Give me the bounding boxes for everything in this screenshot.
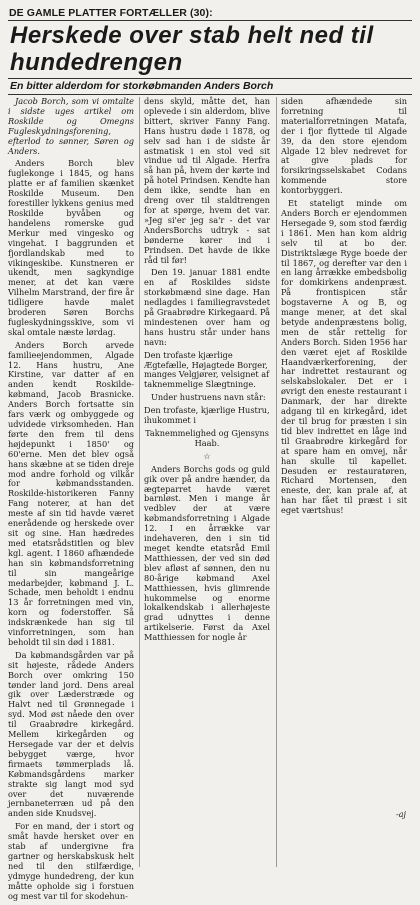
subhead-rule: [8, 94, 412, 95]
column-divider: [276, 97, 277, 867]
paragraph: For en mand, der i stort og småt havde hersket over en stab af undergivne fra gartner og herskabskusk helt ned til den stilfærdige, ydmyge hundedreng, der kun måtte opholde sig i forstuen og mest var til for skodehun-: [8, 821, 134, 901]
paragraph: Anders Borch blev fuglekonge i 1845, og hans platte er af familien skænket Roskilde Museum. Den forestiller lykkens genius med Roskilde byvåben og handelens romerske gud Merkur med vingesko og vingehat. I baggrunden et fjordlandskab med to vikingeskibe. Kunstneren er ukendt, men sagkyndige mener, at det kan være Vilhelm Marstrand, der fire år tidligere havde malet broderen Søren Borchs fugleskydningsskive, som vi skal omtale næste lørdag.: [8, 158, 134, 337]
gravestone-inscription: Den trofaste kjærlige Ægtefælle, Højagtede Borger, manges Velgjører, velsignet af taknemmelige Slægtninge.: [144, 349, 270, 390]
paragraph: siden afhændede sin forretning til materialforretningen Matafa, der i fjor flyttede til Algade 39, da den store ejendom Algade 12 blev nedrevet for at give plads for forsikringsselskabet Codans kommende store kontorbyggeri.: [281, 96, 407, 196]
headline: Herskede over stab helt ned til hundedrengen: [10, 22, 374, 76]
gravestone-inscription: Taknemmelighed og Gjensyns Haab.: [145, 428, 269, 448]
paragraph: Den 19. januar 1881 endte en af Roskildes sidste storkøbmænd sine dage. Han nedlagdes i familiegravstedet på Graabrødre Kirkegaard. På mindestenen over ham og hans hustru står under hans navn:: [144, 267, 270, 347]
intro-paragraph: Jacob Borch, som vi omtalte i sidste uges artikel om Roskilde og Omegns Fugleskydningsforening, efterlod to sønner, Søren og Anders.: [8, 96, 134, 156]
subheadline: En bitter alderdom for storkøbmanden Anders Borch: [10, 80, 274, 92]
column-1: [8, 97, 134, 905]
paragraph: Da købmandsgården var på sit højeste, rådede Anders Borch over omkring 150 tønder land jord. Dens areal gik over Læderstræde og Halvt ned til Grønnegade i syd. Mod øst nåede den over til Graabrødre kirkegård. Mellem kirkegården og Hersegade var der et delvis bebygget værge, hvor firmaets tømmerplads lå. Købmandsgårdens marker strakte sig langt mod syd over det nuværende jernbaneterræn ud på den anden side Knudsvej.: [8, 649, 134, 819]
headline-rule: [8, 78, 412, 79]
paragraph: Anders Borchs gods og guld gik over på andre hænder, da ægteparret havde været barnløst. Men i mange år vedblev der at være købmandsforretning i Algade 12. I en årrække var indehaveren, den i sin tid meget kendte etatsråd Emil Matthiessen, der ved sin død blev afløst af sønnen, den nu 80-årige købmand Axel Matthiessen, hvis glimrende hukommelse og enorme lokalkendskab i allerhøjeste grad udnyttes i denne artikelserie. Først da Axel Matthiessen for nogle år: [144, 463, 270, 643]
top-rule: [8, 20, 412, 21]
star-separator-icon: ☆: [203, 450, 211, 461]
column-2: [144, 97, 270, 646]
author-signature: -aj: [396, 810, 406, 819]
column-divider: [139, 97, 140, 867]
gravestone-inscription: Den trofaste, kjærlige Hustru, ihukommet i: [144, 405, 270, 426]
paragraph: Under hustruens navn står:: [151, 392, 266, 403]
paragraph: Et stateligt minde om Anders Borch er ejendommen Hersegade 9, som stod færdig i 1861. Men han kom aldrig selv til at bo der. Distriktslæge Ryge boede der til 1867, og derefter var den i en lang årrække embedsbolig for domkirkens andenpræst. På frontispicen står bogstaverne A og B, og mange mener, at det skal betyde andenpræstens bolig, men de står rettelig for Anders Borch. Siden 1956 har den været ejet af Roskilde Haandværkerforening, der har indrettet restaurant og selskabslokaler. Det er i øvrigt den eneste restaurant i Danmark, der har direkte adgang til en kirkegård, idet der til brug for præsten i sin tid blev indrettet en låge ind til Graabrødre kirkegård for at spare ham en omvej, når han skulle til kapellet. Desuden er restauratøren, Richard Mortensen, den eneste, der, kan prale af, at han har fået til præst i sit eget værtshus!: [281, 198, 407, 516]
paragraph: dens skyld, måtte det, han oplevede i sin alderdom, blive bittert, skriver Fanny Fang. Hans hustru døde i 1878, og selv sad han i de sidste år astmatisk i en stol ved sit vindue ud til Algade. Herfra så han på, hvem der kørte ind på hotel Prindsen. Kendte han dem ikke, sendte han en dreng over til staldtrengen for at spørge, hvem det var. »Jeg si'er jeg sa'r - det var AndersBorchs udtryk - sat bønderne kører ind i Prindsen. Det havde de ikke råd til før!: [144, 96, 270, 265]
paragraph: Anders Borch arvede familieejendommen, Algade 12. Hans hustru, Ane Kirstine, var datter af en anden kendt Roskilde-købmand, Jacob Brasnicke. Anders Borch fortsatte sin fars værk og ombyggede og udvidede virksomheden. Han førte den frem til dens højdepunkt i 1850' og 60'erne. Men det blev også hans skæbne at se tiden dreje mod andre forhold og vilkår for købmandsstanden. Roskilde-historikeren Fanny Fang noterer, at han det meste af sin tid havde været enerådende og herskede over sit og sine. Han hædredes med etatsrådstitlen og blev kgl. agent. I 1860 afhændede han sin købmandsforretning til sin mangeårige medarbejder, købmand J. L. Schade, men beholdt i endnu 13 år forretningen med vin, korn og foderstoffer. Så indskrænkede han sig til vinforretningen, som han beholdt til sin død i 1881.: [8, 339, 134, 647]
column-3: [281, 97, 407, 519]
series-kicker: DE GAMLE PLATTER FORTÆLLER (30):: [9, 7, 213, 19]
